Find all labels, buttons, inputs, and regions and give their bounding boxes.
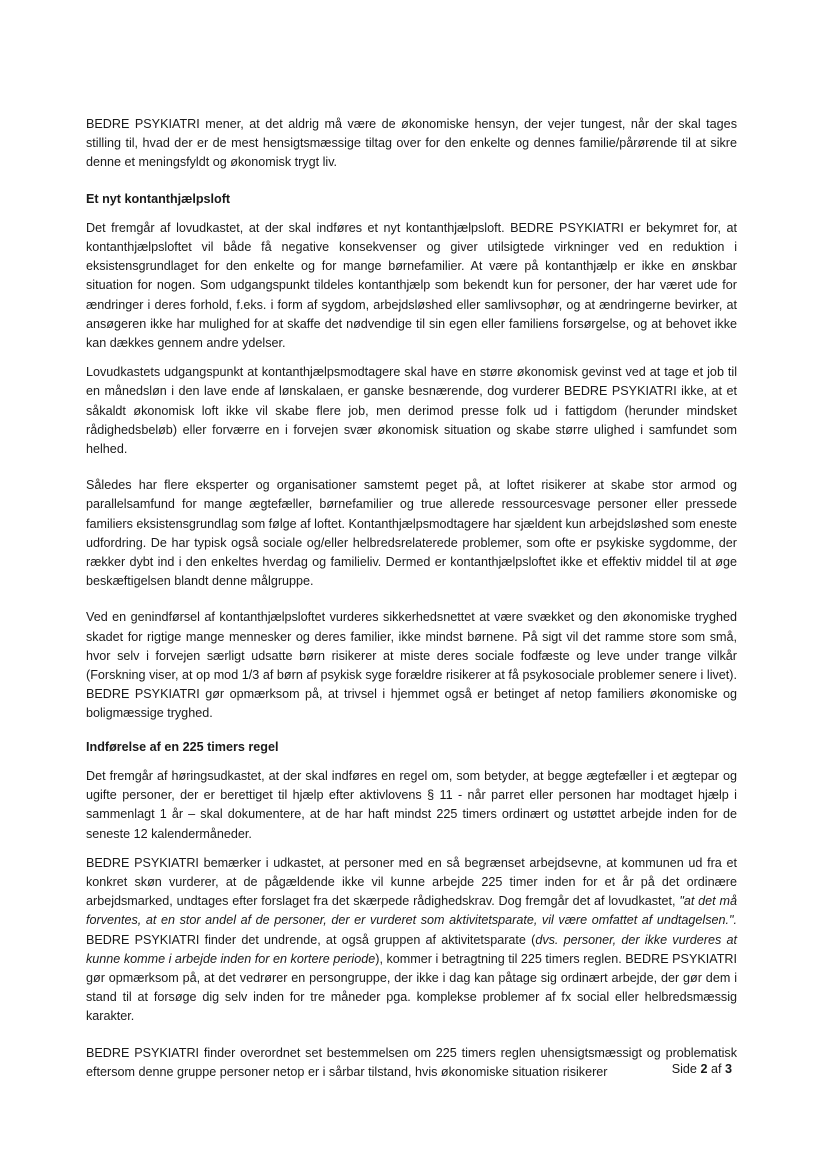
- paragraph-kontanthjaelpsloft-4: Ved en genindførsel af kontanthjælpsloftet vurderes sikkerhedsnettet at være svækket og den økonomiske tryghed skadet for rigtige mange mennesker og deres familier, ikke mindst børnene. På sigt vil det ramme store som små, hvor selv i forvejen særligt udsatte børn risikerer at miste deres sociale fodfæste og leve under trange vilkår (Forskning viser, at op mod 1/3 af børn af psykisk syge forældre risikerer at få psykosociale problemer senere i livet). BEDRE PSYKIATRI gør opmærksom på, at trivsel i hjemmet også er betinget af netop familiers økonomiske og boligmæssige tryghed.: [86, 610, 737, 721]
- text-run: ), kommer i betragtning til 225 timers reglen. BEDRE PSYKIATRI gør opmærksom på, at det vedrører en persongruppe, der ikke i dag kan påtage sig ordinært arbejde, der gør dem i stand til at forsøge dig selv inden for tre måneder pga. komplekse problemer af fx social eller helbredsmæssig karakter.: [86, 951, 737, 1024]
- text-run: BEDRE PSYKIATRI bemærker i udkastet, at personer med en så begrænset arbejdsevne, at kommunen ud fra et konkret skøn vurderer, at de pågældende ikke vil kunne arbejde 225 timer inden for et år på det ordinære arbejdsmarked, undtages efter forslaget fra det skærpede rådighedskrav. Dog fremgår det af lovudkastet,: [86, 855, 737, 909]
- paragraph-intro: BEDRE PSYKIATRI mener, at det aldrig må være de økonomiske hensyn, der vejer tungest, når der skal tages stilling til, hvad der er de mest hensigtsmæssige tiltag over for den enkelte og dennes familie/pårørende til at sikre denne et meningsfyldt og økonomisk trygt liv.: [86, 117, 737, 170]
- paragraph-kontanthjaelpsloft-1: Det fremgår af lovudkastet, at der skal indføres et nyt kontanthjælpsloft. BEDRE PSYKIATRI er bekymret for, at kontanthjælpsloftet vil både få negative konsekvenser og giver utilsigtede virkninger ved en reduktion i eksistensgrundlaget for den enkelte og for mange børnefamilier. At være på kontanthjælp er ikke en ønskbar situation for nogen. Som udgangspunkt tildeles kontanthjælp som bekendt kun for personer, der har været ude for ændringer i deres forhold, f.eks. i form af sygdom, arbejdsløshed eller samlivsophør, og at ændringerne bevirker, at ansøgeren ikke har mulighed for at skaffe det nødvendige til sin egen eller familiens forsørgelse, og at behovet ikke kan dækkes gennem andre ydelser.: [86, 220, 737, 351]
- aside-italic: dvs. personer, der ikke vurderes at kunne komme i arbejde inden for en kortere periode: [86, 932, 737, 966]
- document-body: [86, 115, 737, 1082]
- paragraph-kontanthjaelpsloft-3: Således har flere eksperter og organisationer samstemt peget på, at loftet risikerer at skabe stor armod og parallelsamfund for mange ægtefæller, børnefamilier og true allerede ressourcesvage personer eller pressede familiers eksistensgrundlag som følge af loftet. Kontanthjælpsmodtagere har sjældent kun arbejdsløshed som eneste udfordring. De har typisk også sociale og/eller helbredsrelaterede problemer, som ofte er psykiske sygdomme, der rækker dybt ind i den enkeltes hverdag og familieliv. Dermed er kontanthjælpsloftet ikke et effektiv middel til at øge beskæftigelsen blandt denne målgruppe.: [86, 478, 738, 589]
- footer-page: 2: [700, 1062, 708, 1076]
- text-run: BEDRE PSYKIATRI finder det undrende, at også gruppen af aktivitetsparate (: [86, 932, 536, 947]
- paragraph-225-regel-1: Det fremgår af høringsudkastet, at der skal indføres en regel om, som betyder, at begge ægtefæller i et ægtepar og ugifte personer, der er berettiget til hjælp efter aktivlovens § 11 - når parret eller personen har modtaget hjælp i sammenlagt 1 år – skal dokumentere, at de har haft mindst 225 timers ordinært og ustøttet arbejde inden for de seneste 12 kalendermåneder.: [86, 768, 737, 841]
- page-number-footer: [672, 1062, 732, 1076]
- footer-prefix: Side: [671, 1062, 701, 1076]
- footer-mid: af: [707, 1062, 725, 1076]
- paragraph-kontanthjaelpsloft-2: Lovudkastets udgangspunkt at kontanthjælpsmodtagere skal have en større økonomisk gevinst ved at tage et job til en månedsløn i den lave ende af lønskalaen, er ganske besnærende, dog vurderer BEDRE PSYKIATRI ikke, at et såkaldt økonomisk loft ikke vil skabe flere job, men derimod presse folk ud i fattigdom (herunder mindsket rådighedsbeløb) eller forværre en i forvejen svær økonomisk situation og skabe større ulighed i samfundet som helhed.: [86, 365, 737, 457]
- quote-italic: "at det må forventes, at en stor andel af de personer, der er vurderet som aktivitetsparate, vil være omfattet af undtagelsen.".: [86, 894, 737, 928]
- section-heading-225-timers-regel: Indførelse af en 225 timers regel: [86, 739, 279, 754]
- section-heading-kontanthjaelpsloft: Et nyt kontanthjælpsloft: [86, 191, 231, 206]
- paragraph-225-regel-2: [86, 854, 737, 1027]
- footer-total: 3: [724, 1062, 732, 1076]
- paragraph-225-regel-3: BEDRE PSYKIATRI finder overordnet set bestemmelsen om 225 timers reglen uhensigtsmæssigt og problematisk eftersom denne gruppe personer netop er i sårbar tilstand, hvis økonomiske situation risikerer: [86, 1045, 737, 1079]
